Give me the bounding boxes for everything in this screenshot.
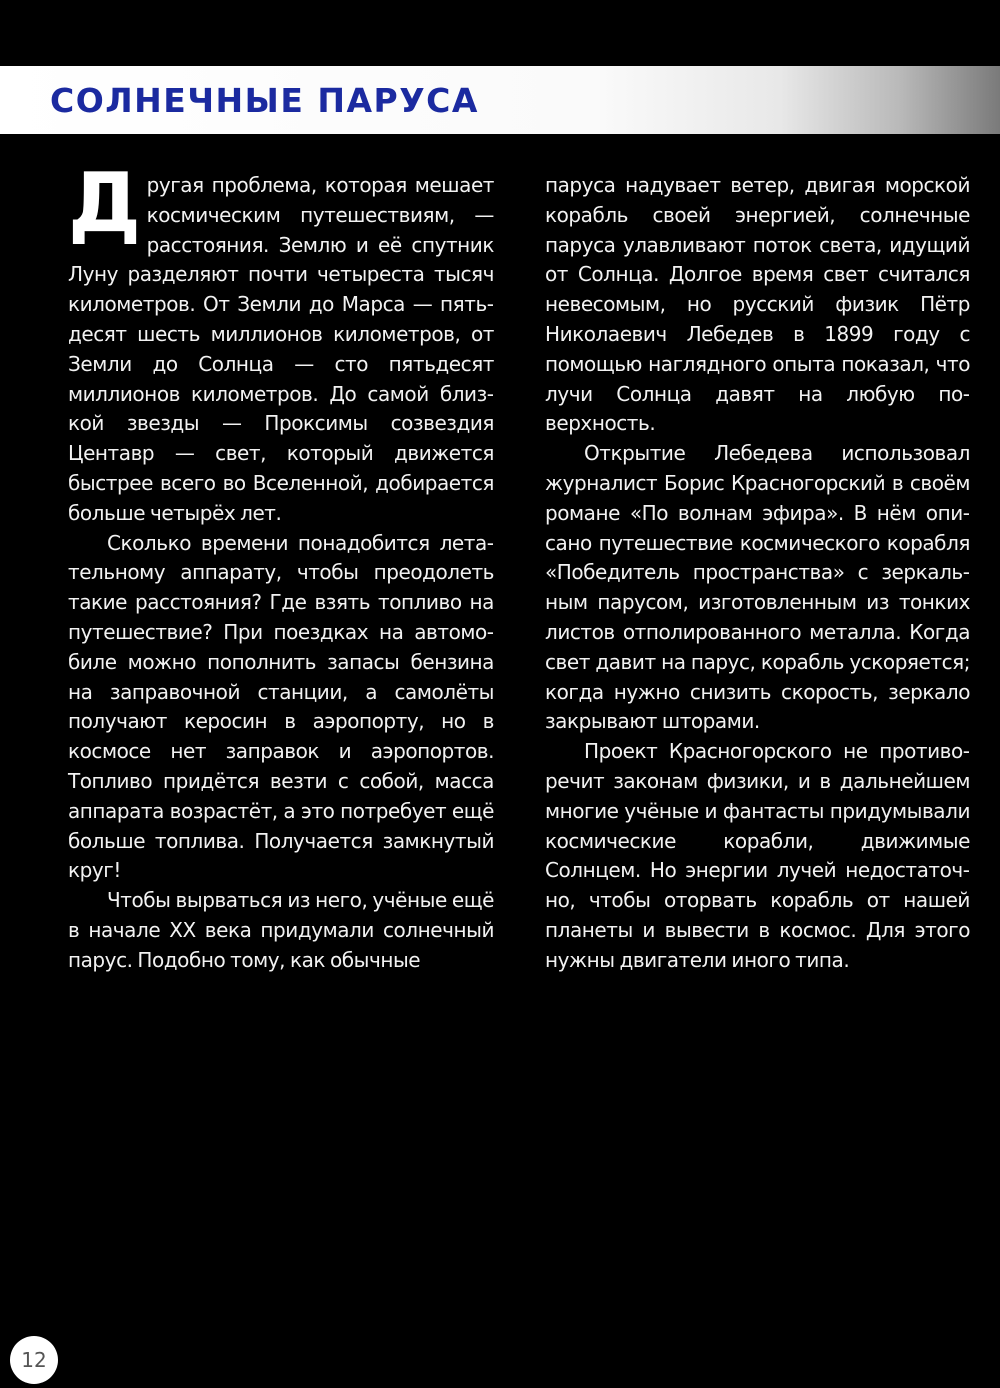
paragraph-text: ругая проблема, которая мешает космическим путешествиям, — расстояния. Землю и её спутник Луну разделяют почти четыреста тысяч километров. От Земли до Марса — пятьдесят шесть миллионов километров, от Земли до Солнца — сто пятьдесят миллионов километров. До самой близкой звезды — Проксимы созвездия Центавр — свет, который движется быстрее всего во Вселенной, добирается больше четырёх лет. xyxy=(68,173,494,525)
paragraph: Сколько времени понадобится летательному аппарату, чтобы преодолеть такие расстояния? Где взять топливо на путешествие? При поездках на автомобиле можно пополнить запасы бензина на заправочной станции, а самолёты получают керосин в аэропорту, но в космосе нет заправок и аэропортов. Топливо придётся везти с собой, масса аппарата возрастёт, а это потребует ещё больше топлива. Получается замкнутый круг! xyxy=(68,530,494,883)
text-column-left xyxy=(68,156,494,976)
paragraph: паруса надувает ветер, двигая морской корабль своей энергией, солнечные паруса улавливают поток света, идущий от Солнца. Долгое время свет считался невесомым, но русский физик Пётр Николаевич Лебедев в 1899 году с помощью наглядного опыта показал, что лучи Солнца давят на любую поверхность. xyxy=(545,173,970,436)
paragraph: Открытие Лебедева использовал журналист Борис Красногорский в своём романе «По волнам эфира». В нём описано путешествие космического корабля «Победитель пространства» с зеркальным парусом, изготовленным из тонких листов отполированного металла. Когда свет давит на парус, корабль ускоряется; когда нужно снизить скорость, зеркало закрывают шторами. xyxy=(545,441,970,734)
page-title: СОЛНЕЧНЫЕ ПАРУСА xyxy=(50,81,479,120)
paragraph xyxy=(68,156,494,529)
paragraph: Проект Красногорского не противоречит законам физики, и в дальнейшем многие учёные и фантасты придумывали космические корабли, движимые Солнцем. Но энергии лучей недостаточно, чтобы оторвать корабль от нашей планеты и вывести в космос. Для этого нужны двигатели иного типа. xyxy=(545,739,970,972)
paragraph: Чтобы вырваться из него, учёные ещё в начале XX века придумали солнечный парус. Подобно тому, как обычные xyxy=(68,888,494,972)
page-number-badge xyxy=(10,1336,58,1384)
drop-cap: Д xyxy=(68,156,141,251)
text-column-right xyxy=(545,171,970,976)
page-number: 12 xyxy=(21,1348,47,1372)
